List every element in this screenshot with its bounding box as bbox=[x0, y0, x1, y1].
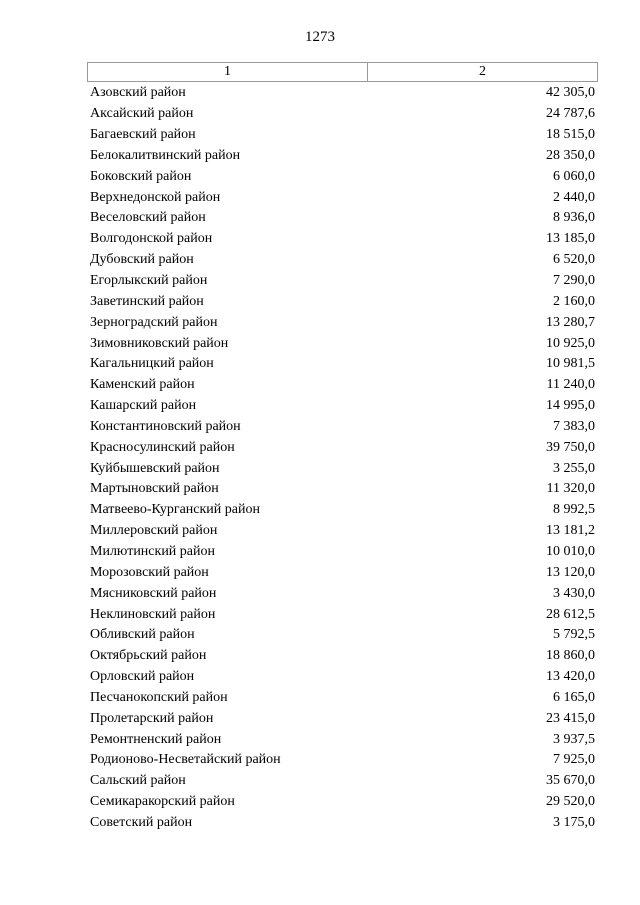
table-row bbox=[87, 542, 598, 563]
district-value: 6 165,0 bbox=[553, 689, 595, 705]
district-name: Константиновский район bbox=[90, 418, 241, 434]
district-name: Песчанокопский район bbox=[90, 689, 228, 705]
district-value: 5 792,5 bbox=[553, 627, 595, 643]
table-row bbox=[87, 729, 598, 750]
table-row bbox=[87, 500, 598, 521]
district-name: Дубовский район bbox=[90, 252, 194, 268]
page-number: 1273 bbox=[305, 29, 335, 45]
table-row bbox=[87, 271, 598, 292]
column-header-2: 2 bbox=[479, 64, 486, 79]
district-value: 18 860,0 bbox=[546, 648, 595, 664]
district-value: 6 060,0 bbox=[553, 168, 595, 184]
district-name: Мартыновский район bbox=[90, 481, 219, 497]
district-value: 18 515,0 bbox=[546, 127, 595, 143]
district-value: 13 185,0 bbox=[546, 231, 595, 247]
table-row bbox=[87, 375, 598, 396]
district-name: Зимовниковский район bbox=[90, 335, 229, 351]
table-row bbox=[87, 667, 598, 688]
district-value: 7 290,0 bbox=[553, 273, 595, 289]
district-value: 13 420,0 bbox=[546, 669, 595, 685]
table-row bbox=[87, 479, 598, 500]
table-row bbox=[87, 396, 598, 417]
table-row bbox=[87, 229, 598, 250]
table-row bbox=[87, 146, 598, 167]
district-name: Багаевский район bbox=[90, 127, 196, 143]
table-row bbox=[87, 646, 598, 667]
table-row bbox=[87, 208, 598, 229]
district-value: 28 350,0 bbox=[546, 147, 595, 163]
district-value: 6 520,0 bbox=[553, 252, 595, 268]
table-row bbox=[87, 750, 598, 771]
table-row bbox=[87, 417, 598, 438]
district-value: 3 430,0 bbox=[553, 585, 595, 601]
district-name: Матвеево-Курганский район bbox=[90, 502, 260, 518]
district-value: 7 383,0 bbox=[553, 418, 595, 434]
district-value: 23 415,0 bbox=[546, 710, 595, 726]
table-row bbox=[87, 333, 598, 354]
table-row bbox=[87, 521, 598, 542]
district-value: 29 520,0 bbox=[546, 794, 595, 810]
district-value: 2 160,0 bbox=[553, 293, 595, 309]
district-name: Неклиновский район bbox=[90, 606, 216, 622]
district-name: Милютинский район bbox=[90, 543, 216, 559]
table-row bbox=[87, 604, 598, 625]
district-name: Кагальницкий район bbox=[90, 356, 214, 372]
table-row bbox=[87, 562, 598, 583]
district-name: Верхнедонской район bbox=[90, 189, 221, 205]
district-table bbox=[87, 62, 598, 833]
district-value: 7 925,0 bbox=[553, 752, 595, 768]
district-value: 13 120,0 bbox=[546, 564, 595, 580]
table-row bbox=[87, 625, 598, 646]
district-value: 13 181,2 bbox=[546, 523, 595, 539]
district-name: Сальский район bbox=[90, 773, 186, 789]
district-value: 10 010,0 bbox=[546, 543, 595, 559]
table-row bbox=[87, 792, 598, 813]
table-row bbox=[87, 291, 598, 312]
district-value: 3 255,0 bbox=[553, 460, 595, 476]
district-value: 24 787,6 bbox=[546, 106, 595, 122]
table-row bbox=[87, 687, 598, 708]
table-row bbox=[87, 813, 598, 834]
column-header-1: 1 bbox=[88, 63, 368, 81]
district-name: Каменский район bbox=[90, 377, 195, 393]
district-value: 11 240,0 bbox=[546, 377, 595, 393]
district-name: Советский район bbox=[90, 814, 193, 830]
district-name: Пролетарский район bbox=[90, 710, 214, 726]
district-value: 8 936,0 bbox=[553, 210, 595, 226]
district-name: Егорлыкский район bbox=[90, 273, 208, 289]
district-name: Зерноградский район bbox=[90, 314, 218, 330]
table-row bbox=[87, 312, 598, 333]
table-row bbox=[87, 83, 598, 104]
district-value: 2 440,0 bbox=[553, 189, 595, 205]
table-row bbox=[87, 250, 598, 271]
table-row bbox=[87, 708, 598, 729]
district-value: 42 305,0 bbox=[546, 85, 595, 101]
district-value: 13 280,7 bbox=[546, 314, 595, 330]
district-value: 3 175,0 bbox=[553, 814, 595, 830]
district-name: Красносулинский район bbox=[90, 439, 235, 455]
table-row bbox=[87, 583, 598, 604]
district-value: 28 612,5 bbox=[546, 606, 595, 622]
district-value: 10 925,0 bbox=[546, 335, 595, 351]
table-row bbox=[87, 166, 598, 187]
district-name: Куйбышевский район bbox=[90, 460, 220, 476]
table-row bbox=[87, 104, 598, 125]
district-name: Ремонтненский район bbox=[90, 731, 222, 747]
district-value: 11 320,0 bbox=[546, 481, 595, 497]
district-name: Морозовский район bbox=[90, 564, 209, 580]
district-name: Мясниковский район bbox=[90, 585, 217, 601]
district-name: Миллеровский район bbox=[90, 523, 218, 539]
district-value: 35 670,0 bbox=[546, 773, 595, 789]
district-name: Октябрьский район bbox=[90, 648, 207, 664]
district-value: 39 750,0 bbox=[546, 439, 595, 455]
district-value: 10 981,5 bbox=[546, 356, 595, 372]
district-name: Веселовский район bbox=[90, 210, 206, 226]
district-name: Орловский район bbox=[90, 669, 195, 685]
district-value: 3 937,5 bbox=[553, 731, 595, 747]
district-name: Обливский район bbox=[90, 627, 195, 643]
table-row bbox=[87, 187, 598, 208]
district-name: Семикаракорский район bbox=[90, 794, 235, 810]
table-row bbox=[87, 458, 598, 479]
table-row bbox=[87, 437, 598, 458]
district-name: Родионово-Несветайский район bbox=[90, 752, 281, 768]
district-name: Аксайский район bbox=[90, 106, 194, 122]
table-row bbox=[87, 771, 598, 792]
district-name: Боковский район bbox=[90, 168, 192, 184]
district-name: Белокалитвинский район bbox=[90, 147, 241, 163]
district-name: Заветинский район bbox=[90, 293, 204, 309]
district-value: 14 995,0 bbox=[546, 398, 595, 414]
district-name: Волгодонской район bbox=[90, 231, 213, 247]
district-name: Кашарский район bbox=[90, 398, 197, 414]
table-header-row bbox=[87, 62, 598, 82]
table-body bbox=[87, 83, 598, 833]
table-row bbox=[87, 125, 598, 146]
district-name: Азовский район bbox=[90, 85, 186, 101]
district-value: 8 992,5 bbox=[553, 502, 595, 518]
table-row bbox=[87, 354, 598, 375]
